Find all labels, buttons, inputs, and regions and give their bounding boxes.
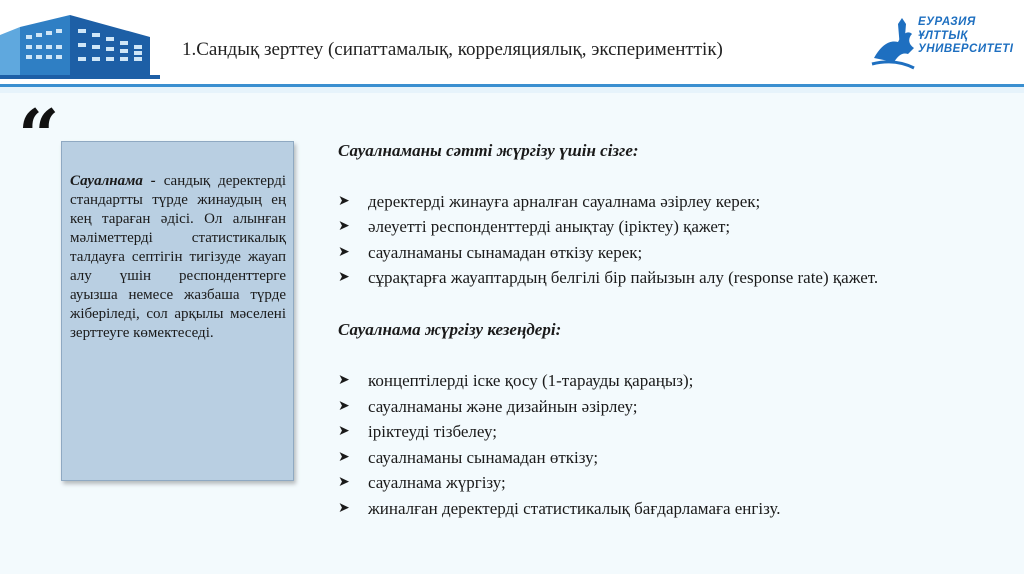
definition-text [70, 172, 286, 343]
list-item-text: сауалнаманы сынамадан өткізу керек; [368, 242, 643, 262]
list-item [338, 470, 978, 496]
list-item-text: сауалнаманы және дизайнын әзірлеу; [368, 396, 638, 416]
requirements-list [338, 189, 978, 291]
arrow-bullet-icon: ➤ [338, 474, 350, 490]
arrow-bullet-icon: ➤ [338, 423, 350, 439]
arrow-bullet-icon: ➤ [338, 448, 350, 465]
list-item [338, 214, 978, 240]
list-item [338, 265, 978, 291]
university-name [918, 16, 1014, 57]
arrow-bullet-icon: ➤ [338, 243, 350, 260]
list-item [338, 394, 978, 420]
university-name-line: УНИВЕРСИТЕТІ [918, 43, 1014, 55]
list-item [338, 368, 978, 394]
list-item-text: деректерді жинауға арналған сауалнама әзірлеу керек; [368, 191, 761, 211]
university-name-line: ЕУРАЗИЯ [918, 16, 976, 28]
main-column [338, 138, 978, 521]
stages-list [338, 368, 978, 521]
list-item [338, 496, 978, 522]
arrow-bullet-icon: ➤ [338, 269, 350, 285]
list-item [338, 189, 978, 215]
building-logo-icon [0, 5, 160, 83]
list-item-text: сұрақтарға жауаптардың белгілі бір пайызын алу (response rate) қажет. [368, 268, 879, 287]
university-name-line: ҰЛТТЫҚ [918, 29, 968, 42]
list-item-text: сауалнама жүргізу; [368, 473, 506, 492]
section-heading-stages: Сауалнама жүргізу кезеңдері: [338, 319, 562, 339]
list-item-text: іріктеуді тізбелеу; [368, 422, 498, 441]
slide-header [0, 0, 1024, 85]
definition-body: сандық деректерді стандартты түрде жинаудың ең кең тараған әдісі. Ол алынған мәліметтерді статистикалық талдауға септігін тигізуде жауап алу үшін респонденттерге ауызша немесе жазбаша түрде жіберіледі, сол арқылы мәселені зерттеуге көмектеседі. [70, 173, 286, 341]
list-item-text: концептілерді іске қосу (1-тарауды қараңыз); [368, 371, 694, 390]
arrow-bullet-icon: ➤ [338, 218, 350, 234]
arrow-bullet-icon: ➤ [338, 372, 350, 388]
list-item-text: сауалнаманы сынамадан өткізу; [368, 447, 599, 467]
list-item [338, 445, 978, 471]
arrow-bullet-icon: ➤ [338, 192, 350, 209]
list-item [338, 419, 978, 445]
slide-title: 1.Сандық зерттеу (сипаттамалық, корреляциялық, эксперименттік) [182, 39, 723, 60]
section-heading-requirements: Сауалнаманы сәтті жүргізу үшін сізге: [338, 141, 639, 160]
quote-mark-icon: “ [18, 93, 60, 178]
list-item-text: әлеуетті респонденттерді анықтау (іріктеу) қажет; [368, 217, 731, 236]
arrow-bullet-icon: ➤ [338, 397, 350, 414]
list-item-text: жиналған деректерді статистикалық бағдарламаға енгізу. [368, 498, 781, 518]
arrow-bullet-icon: ➤ [338, 499, 350, 516]
list-item [338, 240, 978, 266]
definition-term: Сауалнама - [70, 173, 156, 189]
